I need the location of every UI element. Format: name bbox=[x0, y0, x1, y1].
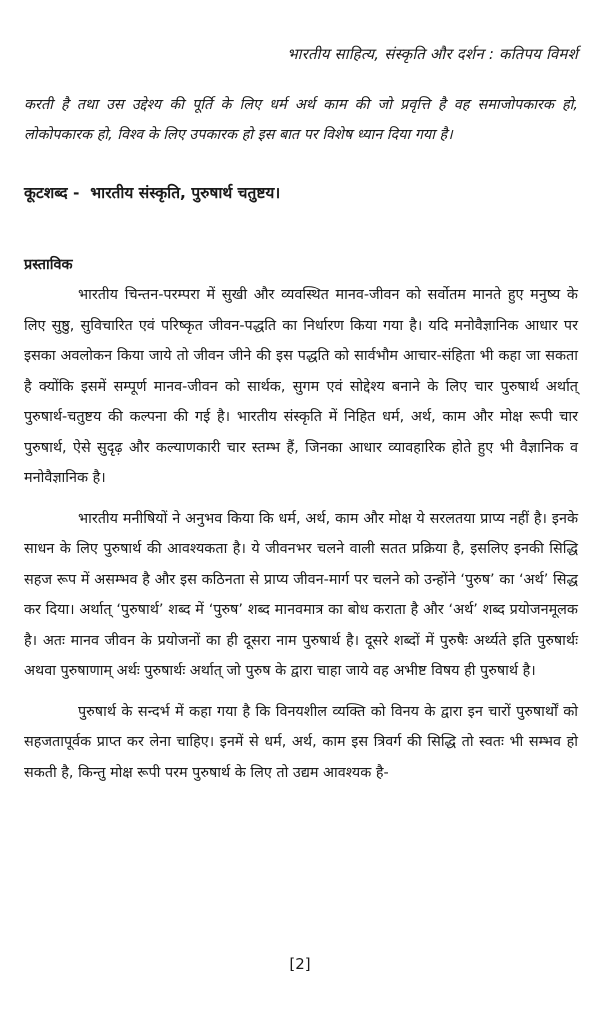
page-number: [2] bbox=[289, 955, 311, 973]
body-paragraph: भारतीय मनीषियों ने अनुभव किया कि धर्म, अर्थ, काम और मोक्ष ये सरलतया प्राप्य नहीं है। इनके साधन के लिए पुरुषार्थ की आवश्यकता है। ये जीवनभर चलने वाली सतत प्रक्रिया है, इसलिए इनकी सिद्धि सहज रूप में असम्भव है और इस कठिनता से प्राप्य जीवन-मार्ग पर चलने को उन्होंने ‘पुरुष’ का ‘अर्थ’ सिद्ध कर दिया। अर्थात् ‘पुरुषार्थ’ शब्द में ‘पुरुष’ शब्द मानवमात्र का बोध कराता है और ‘अर्थ’ शब्द प्रयोजनमूलक है। अतः मानव जीवन के प्रयोजनों का ही दूसरा नाम पुरुषार्थ है। दूसरे शब्दों में पुरुषैः अर्थ्यते इति पुरुषार्थः अथवा पुरुषाणाम् अर्थः पुरुषार्थः अर्थात् जो पुरुष के द्वारा चाहा जाये वह अभीष्ट विषय ही पुरुषार्थ है। bbox=[24, 510, 578, 679]
section-heading: प्रस्ताविक bbox=[24, 257, 73, 273]
page-content bbox=[24, 90, 578, 788]
running-header: भारतीय साहित्य, संस्कृति और दर्शन : कतिपय विमर्श bbox=[287, 45, 578, 63]
body-paragraph: पुरुषार्थ के सन्दर्भ में कहा गया है कि विनयशील व्यक्ति को विनय के द्वारा इन चारों पुरुषार्थों को सहजतापूर्वक प्राप्त कर लेना चाहिए। इनमें से धर्म, अर्थ, काम इस त्रिवर्ग की सिद्धि तो स्वतः भी सम्भव हो सकती है, किन्तु मोक्ष रूपी परम पुरुषार्थ के लिए तो उद्यम आवश्यक है- bbox=[24, 703, 578, 781]
body-paragraph: भारतीय चिन्तन-परम्परा में सुखी और व्यवस्थित मानव-जीवन को सर्वोतम मानते हुए मनुष्य के लिए सुष्ठु, सुविचारित एवं परिष्कृत जीवन-पद्धति का निर्धारण किया गया है। यदि मनोवैज्ञानिक आधार पर इसका अवलोकन किया जाये तो जीवन जीने की इस पद्धति को सार्वभौम आचार-संहिता भी कहा जा सकता है क्योंकि इसमें सम्पूर्ण मानव-जीवन को सार्थक, सुगम एवं सोद्देश्य बनाने के लिए चार पुरुषार्थ अर्थात् पुरुषार्थ-चतुष्टय की कल्पना की गई है। भारतीय संस्कृति में निहित धर्म, अर्थ, काम और मोक्ष रूपी चार पुरुषार्थ, ऐसे सुदृढ़ और कल्याणकारी चार स्तम्भ हैं, जिनका आधार व्यावहारिक होते हुए भी वैज्ञानिक व मनोवैज्ञानिक है। bbox=[24, 287, 578, 486]
keywords-terms: भारतीय संस्कृति, पुरुषार्थ चतुष्टय। bbox=[90, 184, 281, 202]
keywords-label: कूटशब्द - bbox=[24, 184, 80, 202]
abstract-continuation: करती है तथा उस उद्देश्य की पूर्ति के लिए धर्म अर्थ काम की जो प्रवृत्ति है वह समाजोपकारक हो, लोकोपकारक हो, विश्व के लिए उपकारक हो इस बात पर विशेष ध्यान दिया गया है। bbox=[24, 97, 578, 143]
keywords-line bbox=[24, 178, 578, 208]
